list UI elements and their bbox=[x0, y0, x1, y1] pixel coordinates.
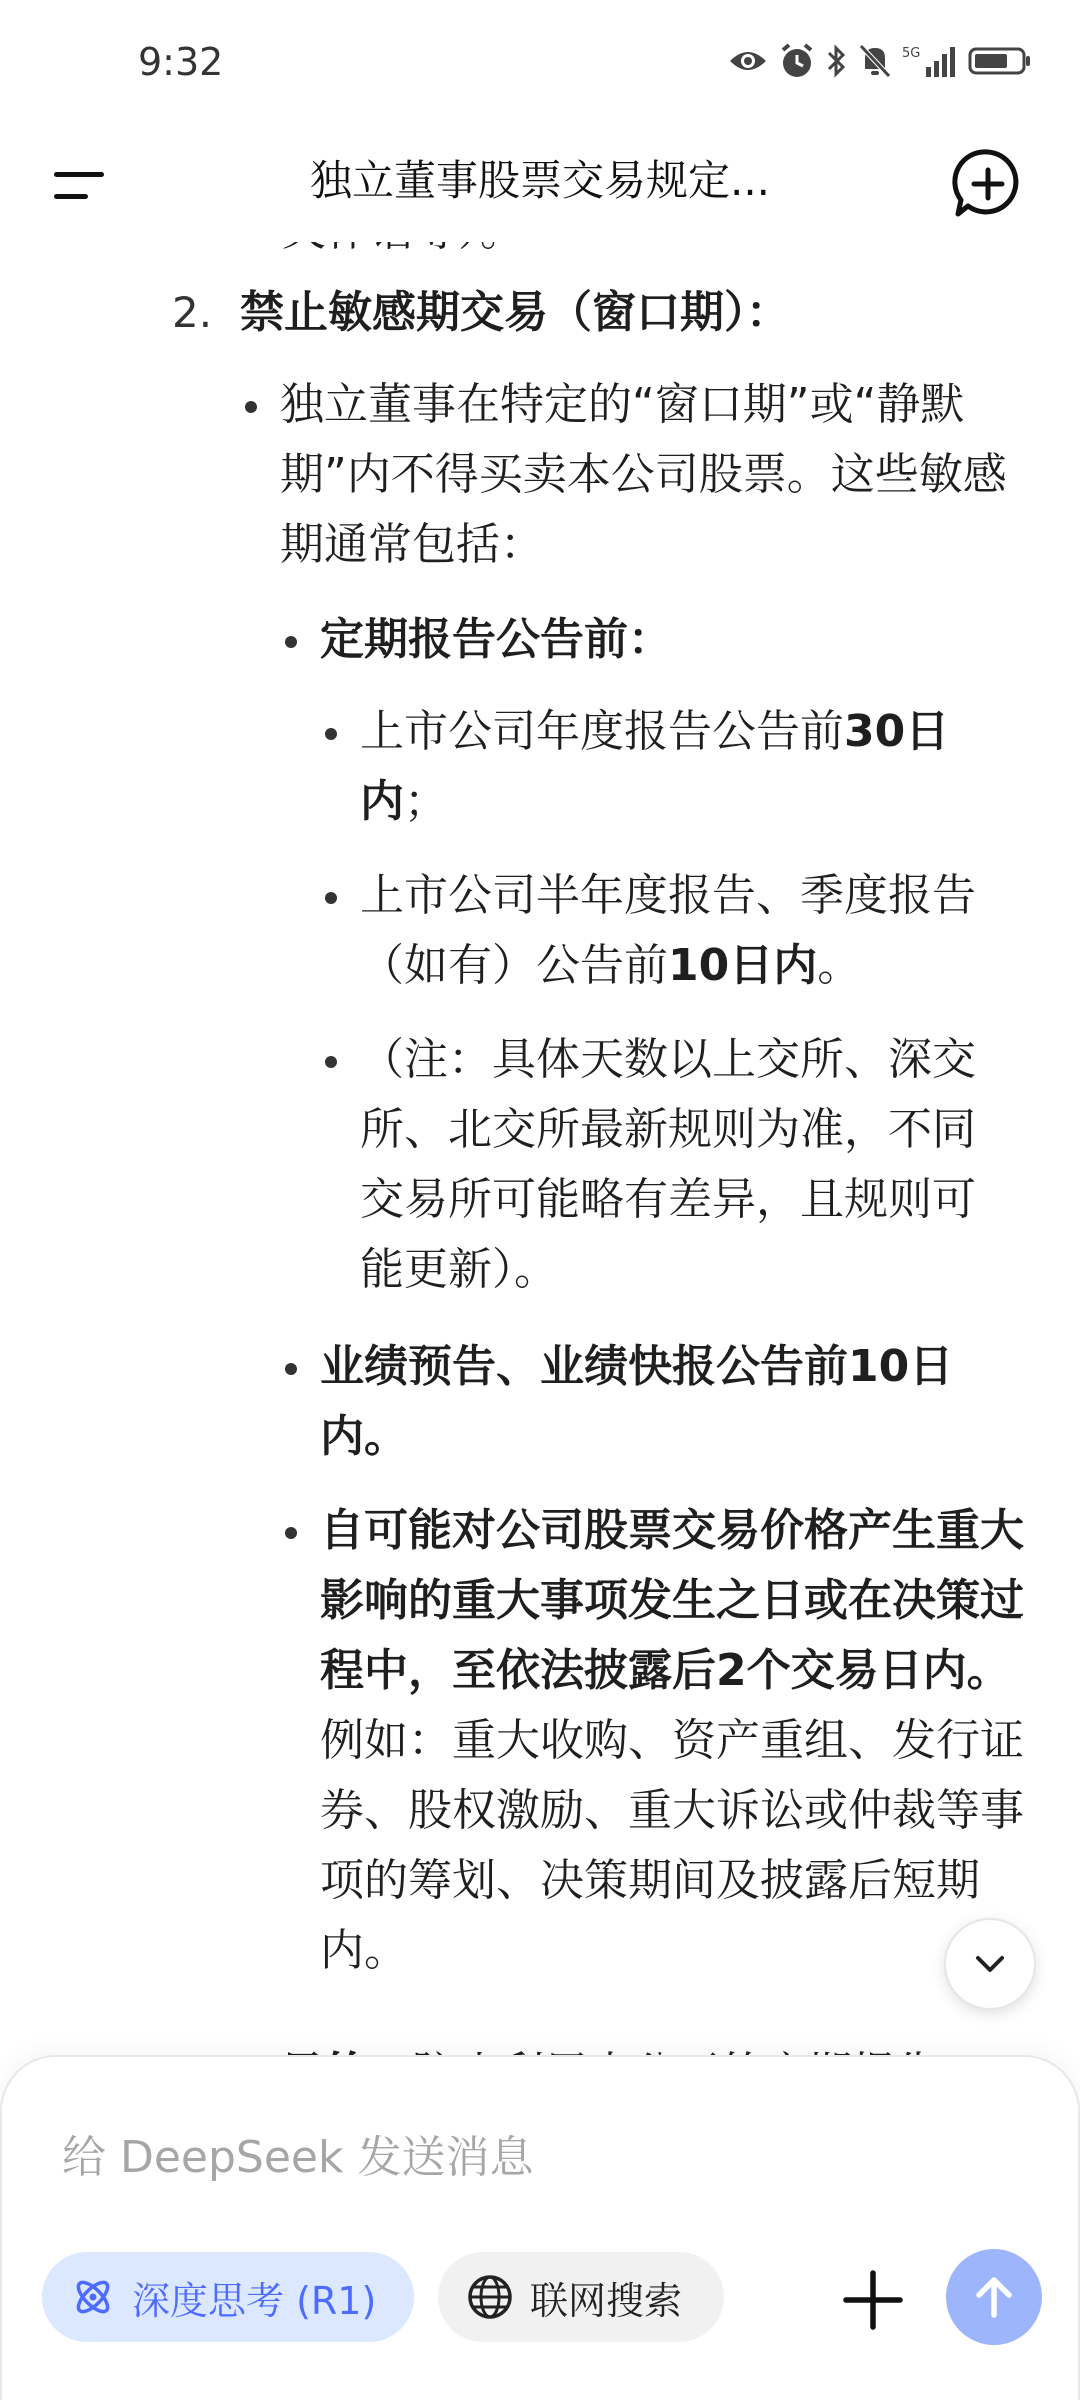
note-item: （注：具体天数以上交所、深交所、北交所最新规则为准，不同交易所可能略有差异，且规则可能更新）。 bbox=[360, 1034, 976, 1295]
forecast-item: 业绩预告、业绩快报公告前10日内。 bbox=[320, 1341, 954, 1462]
mute-icon bbox=[858, 43, 892, 79]
bullet-dot bbox=[285, 1363, 297, 1375]
annual-report-item bbox=[360, 697, 1010, 837]
semi-annual-end: 。 bbox=[817, 940, 862, 991]
periodic-report-title: 定期报告公告前： bbox=[320, 614, 672, 665]
major-event-bold: 自可能对公司股票交易价格产生重大影响的重大事项发生之日或在决策过程中，至依法披露后2个交易日内。 bbox=[320, 1505, 1024, 1696]
eye-icon bbox=[728, 46, 768, 76]
section-title: 禁止敏感期交易（窗口期）： bbox=[240, 287, 790, 338]
chat-title[interactable]: 独立董事股票交易规定... bbox=[309, 156, 771, 205]
chevron-down-icon bbox=[970, 1944, 1010, 1984]
input-panel bbox=[0, 2055, 1080, 2400]
network-type: 5G bbox=[902, 46, 921, 61]
list-number: 2. bbox=[172, 288, 213, 337]
major-event-item bbox=[320, 1496, 1040, 1986]
web-search-label: 联网搜索 bbox=[530, 2278, 683, 2323]
battery-icon bbox=[968, 45, 1032, 77]
semi-annual-days: 10日内 bbox=[668, 940, 818, 991]
attach-button[interactable] bbox=[840, 2267, 906, 2333]
bullet-dot bbox=[285, 1527, 297, 1539]
signal-icon bbox=[902, 43, 958, 79]
atom-icon bbox=[70, 2274, 116, 2320]
globe-icon bbox=[466, 2273, 514, 2321]
status-time: 9:32 bbox=[138, 40, 224, 84]
app-header bbox=[0, 130, 1080, 242]
semi-annual-report-item bbox=[360, 861, 1010, 1001]
deep-think-label: 深度思考 (R1) bbox=[132, 2278, 377, 2323]
bluetooth-icon bbox=[826, 43, 848, 79]
alarm-icon bbox=[778, 42, 816, 80]
annual-report-end: ； bbox=[404, 776, 448, 827]
send-button[interactable] bbox=[946, 2249, 1042, 2345]
bullet-dot bbox=[285, 636, 297, 648]
bullet-dot bbox=[245, 401, 257, 413]
web-search-button[interactable] bbox=[438, 2252, 724, 2342]
scroll-to-bottom-button[interactable] bbox=[944, 1918, 1036, 2010]
bullet-dot bbox=[325, 1056, 337, 1068]
bullet-dot bbox=[325, 728, 337, 740]
deep-think-button[interactable] bbox=[42, 2252, 414, 2342]
annual-report-days: 30日内 bbox=[360, 706, 950, 827]
intro-paragraph: 独立董事在特定的“窗口期”或“静默期”内不得买卖本公司股票。这些敏感期通常包括： bbox=[280, 379, 1007, 570]
status-icons bbox=[728, 42, 1032, 80]
arrow-up-icon bbox=[968, 2271, 1020, 2323]
status-bar bbox=[0, 0, 1080, 130]
bullet-dot bbox=[325, 892, 337, 904]
annual-report-text: 上市公司年度报告公告前 bbox=[360, 706, 844, 757]
plus-icon bbox=[840, 2267, 906, 2333]
semi-annual-text: 上市公司半年度报告、季度报告（如有）公告前 bbox=[360, 870, 976, 991]
menu-icon[interactable] bbox=[52, 152, 118, 218]
message-input[interactable] bbox=[62, 2117, 962, 2197]
new-chat-icon[interactable] bbox=[946, 142, 1030, 226]
major-event-text: 例如：重大收购、资产重组、发行证券、股权激励、重大诉讼或仲裁等事项的筹划、决策期间及披露后短期内。 bbox=[320, 1715, 1024, 1976]
